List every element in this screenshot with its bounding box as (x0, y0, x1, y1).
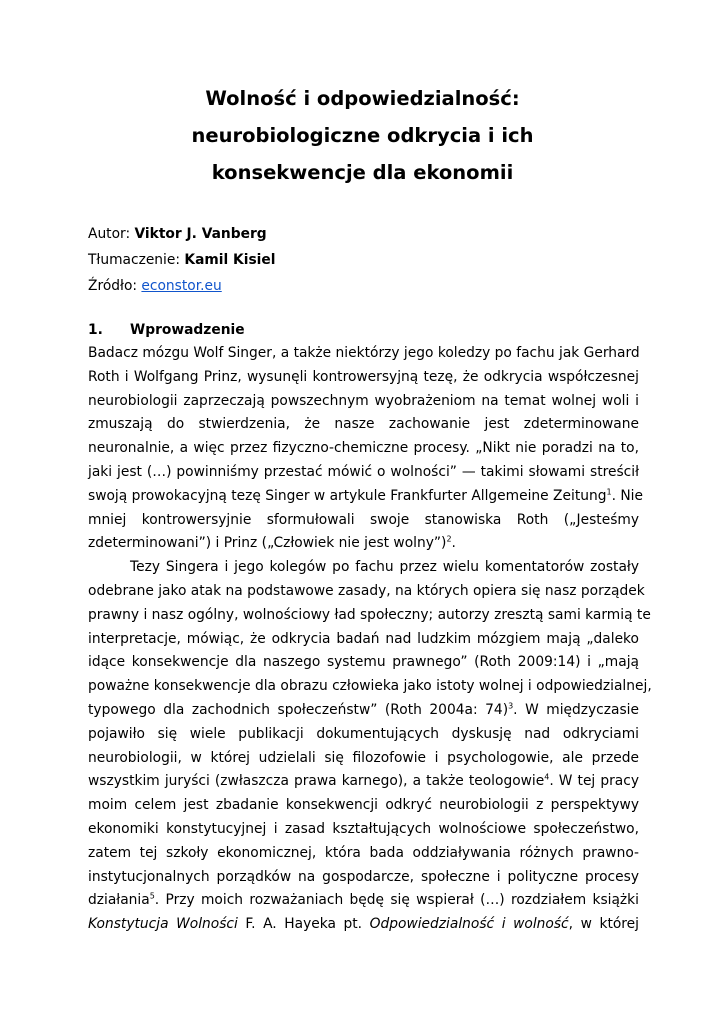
document-title (88, 80, 637, 191)
chapter-title: Odpowiedzialność i wolność (369, 916, 569, 933)
source-line (88, 273, 637, 299)
p1-line-4: zmuszają do stwierdzenia, że nasze zachowanie jest zdeterminowane (88, 416, 639, 433)
footnote-ref-1[interactable]: 1 (606, 487, 612, 497)
p2-line-15 (88, 889, 639, 913)
title-line-1: Wolność i odpowiedzialność: (205, 87, 520, 110)
p2-line-7 (88, 699, 639, 723)
p2-line-7-tail: . W międzyczasie (513, 701, 639, 718)
p1-line-9 (88, 532, 639, 556)
p2-line-15-tail: . Przy moich rozważaniach będę się wspierał (…) rozdziałem książki (154, 892, 639, 909)
p2-line-10 (88, 770, 639, 794)
p2-line-1: Tezy Singera i jego kolegów po fachu przez wielu komentatorów zostały (130, 559, 639, 576)
translator-name: Kamil Kisiel (184, 252, 276, 268)
p1-line-6: jaki jest (…) powinniśmy przestać mówić o wolności” — takimi słowami streścił (88, 463, 639, 480)
p1-line-5: neuronalnie, a więc przez fizyczno-chemiczne procesy. „Nikt nie poradzi na to, (88, 440, 639, 457)
title-line-2: neurobiologiczne odkrycia i ich (191, 124, 534, 147)
source-link[interactable]: econstor.eu (141, 278, 222, 294)
footnote-ref-4[interactable]: 4 (544, 772, 550, 782)
p2-line-7-text: typowego dla zachodnich społeczeństw” (Roth 2004a: 74) (88, 701, 509, 718)
p2-line-2: odebrane jako atak na podstawowe zasady, na których opiera się nasz porządek (88, 582, 645, 599)
section-number: 1. (88, 322, 103, 338)
footnote-ref-2[interactable]: 2 (446, 534, 452, 544)
source-label: Źródło: (88, 278, 142, 294)
p2-line-3: prawny i nasz ogólny, wolnościowy ład społeczny; autorzy zresztą sami karmią te (88, 606, 651, 623)
author-label: Autor: (88, 226, 135, 242)
author-name: Viktor J. Vanberg (134, 226, 267, 242)
p2-line-16-end: , w której (568, 916, 639, 933)
p1-line-1: Badacz mózgu Wolf Singer, a także niektórzy jego koledzy po fachu jak Gerhard (88, 345, 640, 361)
p2-line-10-tail: . W tej pracy (549, 773, 639, 790)
title-line-3: konsekwencje dla ekonomii (211, 161, 514, 184)
translator-line (88, 247, 637, 273)
author-line (88, 221, 637, 247)
p1-line-9-text: zdeterminowani”) i Prinz („Człowiek nie jest wolny”) (88, 535, 447, 552)
p2-line-5: idące konsekwencje dla naszego systemu prawnego” (Roth 2009:14) i „mają (88, 654, 639, 671)
p1-line-7 (88, 485, 643, 509)
document-metadata (88, 221, 637, 299)
p2-line-15-text: działania (88, 892, 150, 909)
footnote-ref-5[interactable]: 5 (149, 891, 155, 901)
footnote-ref-3[interactable]: 3 (508, 701, 514, 711)
p2-line-13: zatem tej szkoły ekonomicznej, która bada oddziaływania różnych prawno- (88, 844, 639, 861)
body-text (88, 342, 652, 937)
p1-line-3: neurobiologii zaprzeczają powszechnym wyobrażeniom na temat wolnej woli i (88, 392, 639, 409)
p1-line-9-tail: . (451, 535, 456, 552)
p1-line-8: mniej kontrowersyjnie sformułowali swoje stanowiska Roth („Jesteśmy (88, 511, 639, 528)
p2-line-11: moim celem jest zbadanie konsekwencji odkryć neurobiologii z perspektywy (88, 797, 639, 814)
p2-line-6: poważne konsekwencje dla obrazu człowieka jako istoty wolnej i odpowiedzialnej, (88, 678, 652, 695)
section-heading (88, 319, 245, 341)
p2-line-8: pojawiło się wiele publikacji dokumentujących dyskusję nad odkryciami (88, 725, 639, 742)
book-title-constitution: Konstytucja Wolności (88, 916, 238, 933)
p2-line-12: ekonomiki konstytucyjnej i zasad kształtujących wolnościowe społeczeństwo, (88, 820, 639, 837)
p2-line-16-mid: F. A. Hayeka pt. (237, 916, 370, 933)
p1-line-7-tail: . Nie (611, 487, 643, 504)
p2-line-16 (88, 913, 639, 937)
p1-line-7-text: swoją prowokacyjną tezę Singer w artykule Frankfurter Allgemeine Zeitung (88, 487, 607, 504)
translator-label: Tłumaczenie: (88, 252, 185, 268)
p2-line-4: interpretacje, mówiąc, że odkrycia badań nad ludzkim mózgiem mają „daleko (88, 630, 639, 647)
section-title: Wprowadzenie (130, 322, 245, 338)
p2-line-9: neurobiologii, w której udzielali się filozofowie i psychologowie, ale przede (88, 749, 639, 766)
p2-line-10-text: wszystkim juryści (zwłaszcza prawa karnego), a także teologowie (88, 773, 545, 790)
p1-line-2: Roth i Wolfgang Prinz, wysunęli kontrowersyjną tezę, że odkrycia współczesnej (88, 368, 639, 385)
p2-line-14: instytucjonalnych porządków na gospodarcze, społeczne i polityczne procesy (88, 868, 639, 885)
